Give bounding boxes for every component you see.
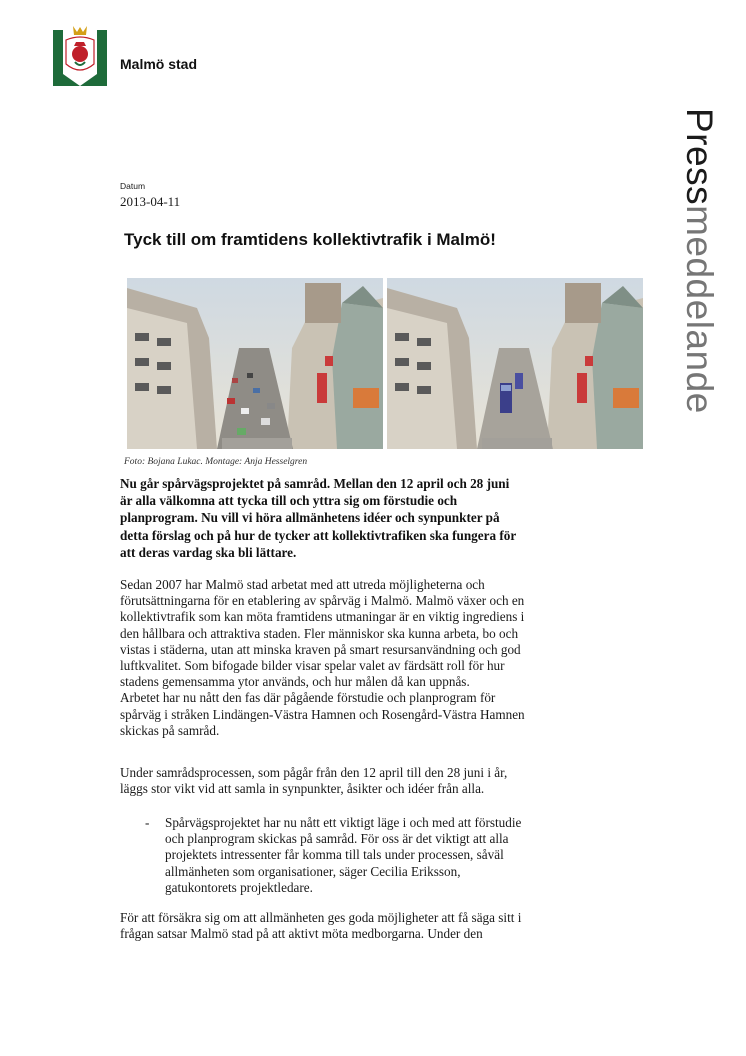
meddelande-label: meddelande xyxy=(679,205,720,414)
quote-line: Spårvägsprojektet har nu nått ett viktigt läge i och med att förstudie xyxy=(165,815,522,830)
quote-text xyxy=(165,815,521,896)
body-line: kollektivtrafik som kan möta framtidens utmaningar är en viktig ingrediens i xyxy=(120,609,525,625)
body-paragraph xyxy=(120,765,590,797)
quote-line: allmänheten som organisationer, säger Cecilia Eriksson, xyxy=(165,863,461,879)
body-line: Arbetet har nu nått den fas där pågående förstudie och planprogram för xyxy=(120,690,496,706)
body-line: Sedan 2007 har Malmö stad arbetat med att utreda möjligheterna och xyxy=(120,577,485,592)
lead-line: planprogram. Nu vill vi höra allmänhetens idéer och synpunkter på xyxy=(120,510,500,526)
body-line: stadens gemensamma ytor används, och hur målen då kan uppnås. xyxy=(120,674,470,690)
body-line: spårväg i stråken Lindängen-Västra Hamnen och Rosengård-Västra Hamnen xyxy=(120,706,525,722)
body-paragraph xyxy=(120,577,590,739)
body-line: luftkvalitet. Som bifogade bilder visar spelar valet av färdsätt roll för hur xyxy=(120,658,505,674)
date-label: Datum xyxy=(120,181,146,191)
page-title: Tyck till om framtidens kollektivtrafik i Malmö! xyxy=(124,230,496,249)
lead-line: detta förslag och på hur de tycker att kollektivtrafiken ska fungera för xyxy=(120,527,517,543)
body-line: För att försäkra sig om att allmänheten ges goda möjligheter att få säga sitt i xyxy=(120,910,522,925)
body-line: läggs stor vikt vid att samla in synpunkter, åsikter och idéer från alla. xyxy=(120,781,485,797)
lead-line: är alla välkomna att tycka till och yttra sig om förstudie och xyxy=(120,493,458,509)
quote-line: och planprogram skickas på samråd. För oss är det viktigt att alla xyxy=(165,831,509,847)
date-value: 2013-04-11 xyxy=(120,194,181,209)
body-line: skickas på samråd. xyxy=(120,722,220,738)
press-label: Press xyxy=(679,108,720,206)
body-paragraph xyxy=(120,910,590,942)
quote-line: projektets intressenter får komma till tals under processen, såväl xyxy=(165,847,504,863)
body-line: förutsättningarna för en etablering av spårväg i Malmö. Malmö växer och en xyxy=(120,593,525,609)
photo-caption: Foto: Bojana Lukac. Montage: Anja Hesselgren xyxy=(124,457,308,467)
lead-paragraph xyxy=(120,475,580,561)
lead-line: Nu går spårvägsprojektet på samråd. Mellan den 12 april och 28 juni xyxy=(120,476,510,491)
pressmeddelande-label xyxy=(678,108,720,414)
lead-line: att deras vardag ska bli lättare. xyxy=(120,544,297,560)
street-photo-cars xyxy=(127,278,383,449)
body-line: den hållbara och attraktiva staden. Fler människor ska kunna arbeta, bo och xyxy=(120,625,519,641)
street-photo-tram xyxy=(387,278,643,449)
body-line: Under samrådsprocessen, som pågår från den 12 april till den 28 juni i år, xyxy=(120,765,508,780)
body-line: vistas i städerna, utan att minska kraven på smart resursanvändning och god xyxy=(120,641,521,657)
malmo-coat-of-arms-logo xyxy=(53,24,107,86)
quote-line: gatukontorets projektledare. xyxy=(165,879,313,895)
body-line: frågan satsar Malmö stad på att aktivt möta medborgarna. Under den xyxy=(120,926,483,942)
list-dash: - xyxy=(145,815,150,830)
organization-name: Malmö stad xyxy=(120,56,198,72)
